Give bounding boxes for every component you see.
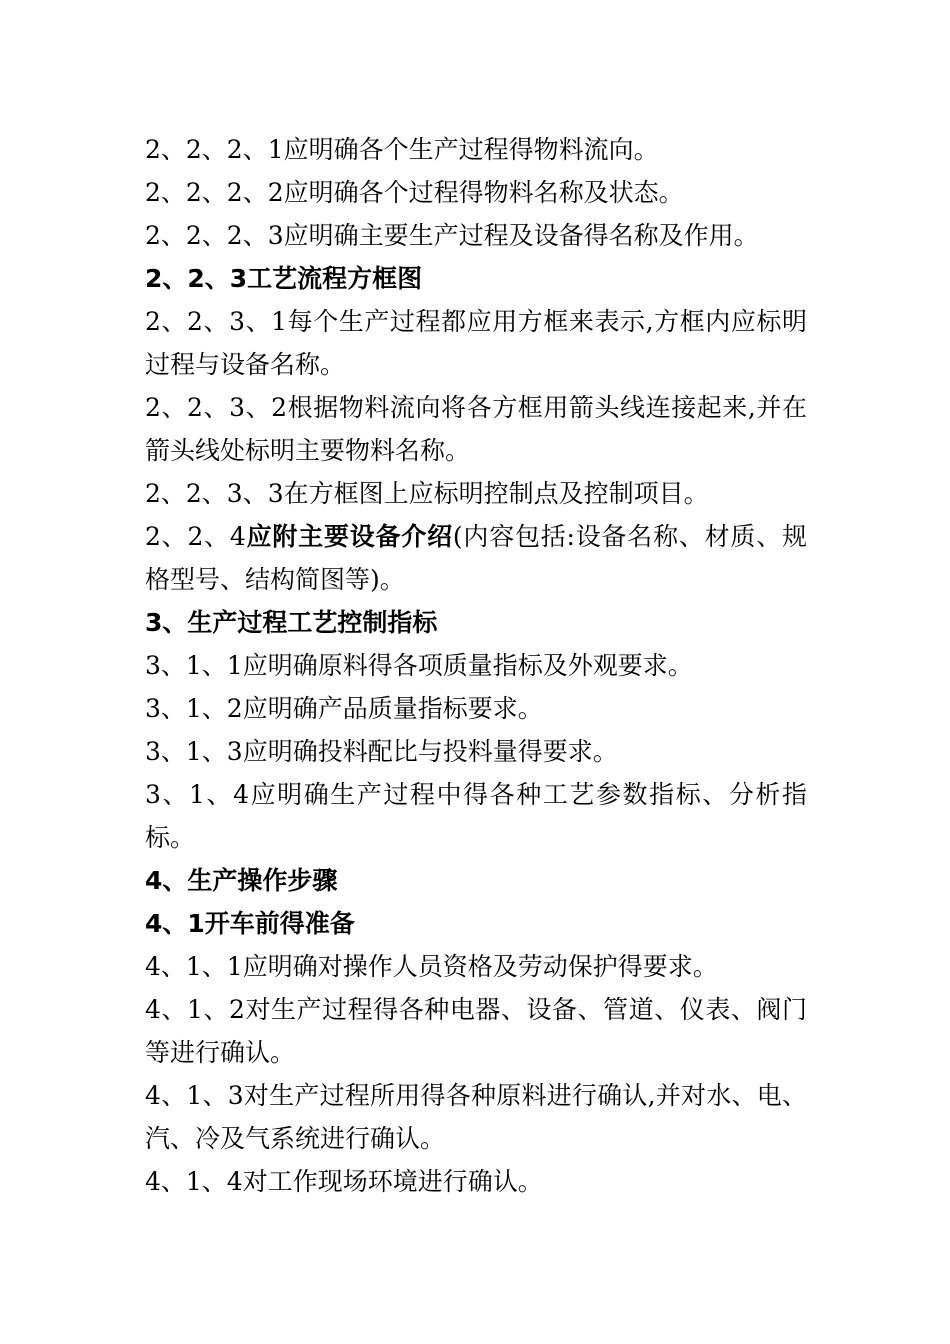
paragraph-4-1-1: 4、1、1应明确对操作人员资格及劳动保护得要求。 — [145, 952, 718, 981]
paragraph-2-2-3-3: 2、2、3、3在方框图上应标明控制点及控制项目。 — [145, 479, 709, 508]
paragraph-4-1-2: 4、1、2对生产过程得各种电器、设备、管道、仪表、阀门等进行确认。 — [145, 995, 807, 1067]
document-body — [145, 128, 807, 1203]
paragraph-2-2-4-bold: 应附主要设备介绍 — [245, 522, 453, 551]
paragraph-2-2-2-3: 2、2、2、3应明确主要生产过程及设备得名称及作用。 — [145, 221, 759, 250]
paragraph-2-2-4 — [145, 515, 807, 601]
paragraph-2-2-2-1: 2、2、2、1应明确各个生产过程得物料流向。 — [145, 135, 659, 164]
heading-4-1: 4、1开车前得准备 — [145, 909, 355, 938]
paragraph-3-1-4: 3、1、4应明确生产过程中得各种工艺参数指标、分析指标。 — [145, 780, 807, 852]
paragraph-4-1-3: 4、1、3对生产过程所用得各种原料进行确认,并对水、电、汽、冷及气系统进行确认。 — [145, 1081, 807, 1153]
paragraph-2-2-2-2: 2、2、2、2应明确各个过程得物料名称及状态。 — [145, 178, 684, 207]
paragraph-3-1-1: 3、1、1应明确原料得各项质量指标及外观要求。 — [145, 651, 693, 680]
paragraph-3-1-3: 3、1、3应明确投料配比与投料量得要求。 — [145, 737, 618, 766]
paragraph-2-2-4-rest: (内容包括:设备名称、材质、规格型号、结构简图等)。 — [145, 522, 807, 594]
heading-3: 3、生产过程工艺控制指标 — [145, 608, 438, 637]
paragraph-2-2-4-prefix: 2、2、4 — [145, 522, 246, 551]
heading-2-2-3: 2、2、3工艺流程方框图 — [145, 264, 423, 293]
paragraph-4-1-4: 4、1、4对工作现场环境进行确认。 — [145, 1167, 543, 1196]
paragraph-3-1-2: 3、1、2应明确产品质量指标要求。 — [145, 694, 543, 723]
paragraph-2-2-3-2: 2、2、3、2根据物料流向将各方框用箭头线连接起来,并在箭头线处标明主要物料名称。 — [145, 393, 807, 465]
paragraph-2-2-3-1: 2、2、3、1每个生产过程都应用方框来表示,方框内应标明过程与设备名称。 — [145, 307, 807, 379]
heading-4: 4、生产操作步骤 — [145, 866, 338, 895]
